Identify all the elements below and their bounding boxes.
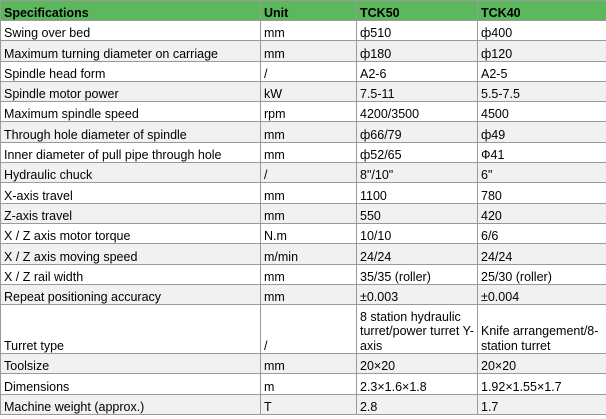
spec-cell: Machine weight (approx.) (1, 394, 261, 414)
tck40-cell: 24/24 (478, 244, 606, 264)
tck50-cell: 35/35 (roller) (357, 264, 478, 284)
tck50-cell: 4200/3500 (357, 102, 478, 122)
table-row (1, 183, 606, 203)
table-row (1, 354, 606, 374)
spec-cell: Spindle head form (1, 61, 261, 81)
tck50-cell: ф180 (357, 41, 478, 61)
unit-cell: mm (261, 142, 357, 162)
unit-cell: mm (261, 122, 357, 142)
table-row (1, 81, 606, 101)
unit-cell: mm (261, 21, 357, 41)
table-row (1, 223, 606, 243)
tck40-cell: 6/6 (478, 223, 606, 243)
spec-cell: Repeat positioning accuracy (1, 284, 261, 304)
tck40-cell: A2-5 (478, 61, 606, 81)
tck40-cell: 780 (478, 183, 606, 203)
unit-cell: / (261, 163, 357, 183)
table-row (1, 163, 606, 183)
tck50-cell: ф510 (357, 21, 478, 41)
tck40-cell: 25/30 (roller) (478, 264, 606, 284)
tck50-cell: 8 station hydraulic turret/power turret Y-axis (357, 305, 478, 354)
unit-cell: T (261, 394, 357, 414)
tck50-cell: 24/24 (357, 244, 478, 264)
table-row (1, 41, 606, 61)
tck40-cell: 5.5-7.5 (478, 81, 606, 101)
header-unit: Unit (261, 1, 357, 21)
spec-cell: X / Z axis moving speed (1, 244, 261, 264)
spec-cell: Toolsize (1, 354, 261, 374)
unit-cell: / (261, 61, 357, 81)
tck50-cell: 2.3×1.6×1.8 (357, 374, 478, 394)
tck40-cell: 6" (478, 163, 606, 183)
unit-cell: mm (261, 203, 357, 223)
spec-cell: Hydraulic chuck (1, 163, 261, 183)
tck40-cell: 20×20 (478, 354, 606, 374)
tck40-cell: 1.7 (478, 394, 606, 414)
tck40-cell: 420 (478, 203, 606, 223)
spec-cell: Turret type (1, 305, 261, 354)
unit-cell: mm (261, 284, 357, 304)
unit-cell: rpm (261, 102, 357, 122)
unit-cell: mm (261, 183, 357, 203)
spec-cell: X-axis travel (1, 183, 261, 203)
unit-cell: m (261, 374, 357, 394)
table-row (1, 244, 606, 264)
spec-cell: Swing over bed (1, 21, 261, 41)
table-row (1, 284, 606, 304)
table-header (1, 1, 606, 21)
header-row (1, 1, 606, 21)
unit-cell: mm (261, 354, 357, 374)
tck50-cell: ф66/79 (357, 122, 478, 142)
spec-cell: Through hole diameter of spindle (1, 122, 261, 142)
table-row (1, 21, 606, 41)
unit-cell: / (261, 305, 357, 354)
tck50-cell: ±0.003 (357, 284, 478, 304)
header-tck40: TCK40 (478, 1, 606, 21)
spec-cell: Z-axis travel (1, 203, 261, 223)
tck50-cell: 20×20 (357, 354, 478, 374)
spec-cell: Inner diameter of pull pipe through hole (1, 142, 261, 162)
table-row (1, 142, 606, 162)
tck40-cell: 4500 (478, 102, 606, 122)
header-specifications: Specifications (1, 1, 261, 21)
tck40-cell: 1.92×1.55×1.7 (478, 374, 606, 394)
unit-cell: kW (261, 81, 357, 101)
tck50-cell: 550 (357, 203, 478, 223)
tck40-cell: Knife arrangement/8-station turret (478, 305, 606, 354)
table-body (1, 21, 606, 415)
tck50-cell: 10/10 (357, 223, 478, 243)
unit-cell: mm (261, 41, 357, 61)
spec-cell: X / Z axis motor torque (1, 223, 261, 243)
table-row (1, 374, 606, 394)
spec-cell: Dimensions (1, 374, 261, 394)
table-row (1, 264, 606, 284)
unit-cell: m/min (261, 244, 357, 264)
header-tck50: TCK50 (357, 1, 478, 21)
spec-cell: X / Z rail width (1, 264, 261, 284)
tck40-cell: ±0.004 (478, 284, 606, 304)
table-row (1, 61, 606, 81)
unit-cell: mm (261, 264, 357, 284)
unit-cell: N.m (261, 223, 357, 243)
tck40-cell: Ф41 (478, 142, 606, 162)
tck40-cell: ф400 (478, 21, 606, 41)
tck50-cell: 7.5-11 (357, 81, 478, 101)
tck50-cell: ф52/65 (357, 142, 478, 162)
spec-cell: Spindle motor power (1, 81, 261, 101)
table-row (1, 305, 606, 354)
table-row (1, 102, 606, 122)
tck50-cell: 8"/10" (357, 163, 478, 183)
tck50-cell: A2-6 (357, 61, 478, 81)
tck40-cell: ф120 (478, 41, 606, 61)
table-row (1, 122, 606, 142)
spec-cell: Maximum turning diameter on carriage (1, 41, 261, 61)
table-row (1, 203, 606, 223)
table-row (1, 394, 606, 414)
tck50-cell: 2.8 (357, 394, 478, 414)
tck40-cell: ф49 (478, 122, 606, 142)
tck50-cell: 1100 (357, 183, 478, 203)
spec-cell: Maximum spindle speed (1, 102, 261, 122)
